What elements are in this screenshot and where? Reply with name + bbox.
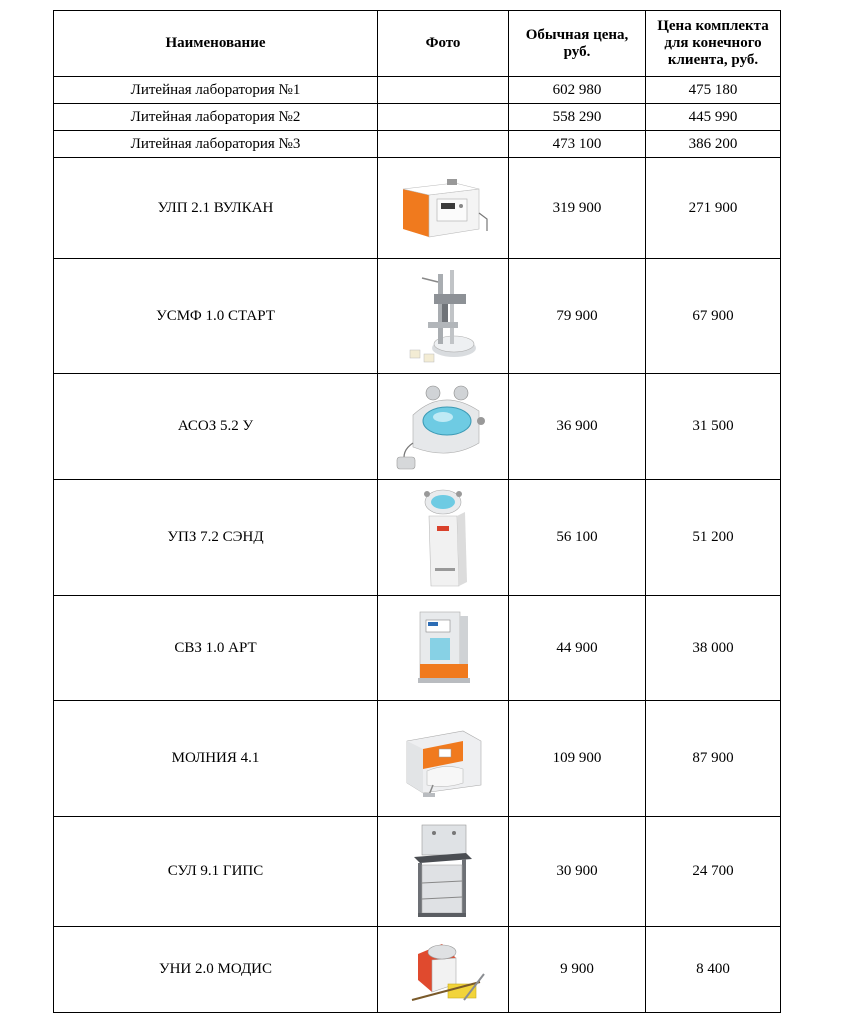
table-row: [54, 817, 781, 927]
table-row: [54, 259, 781, 374]
regular-price: 602 980: [509, 77, 646, 104]
product-name: СУЛ 9.1 ГИПС: [54, 817, 378, 927]
product-name: Литейная лаборатория №2: [54, 104, 378, 131]
regular-price: 319 900: [509, 158, 646, 259]
table-row: [54, 77, 781, 104]
table-row: [54, 131, 781, 158]
kit-price: 31 500: [646, 374, 781, 480]
product-photo: [378, 158, 509, 259]
product-name: УПЗ 7.2 СЭНД: [54, 480, 378, 596]
kit-price: 38 000: [646, 596, 781, 701]
regular-price: 36 900: [509, 374, 646, 480]
table-row: [54, 480, 781, 596]
table-row: [54, 104, 781, 131]
sandblaster-icon: [393, 381, 493, 473]
price-table: [53, 10, 781, 1013]
product-photo: [378, 927, 509, 1013]
product-name: Литейная лаборатория №3: [54, 131, 378, 158]
product-photo: [378, 596, 509, 701]
steam-cleaner-icon: [410, 608, 476, 688]
product-name: УЛП 2.1 ВУЛКАН: [54, 158, 378, 259]
sand-tower-icon: [413, 486, 473, 590]
product-photo: [378, 104, 509, 131]
kit-price: 87 900: [646, 701, 781, 817]
product-photo: [378, 374, 509, 480]
header-row: [54, 11, 781, 77]
product-name: АСОЗ 5.2 У: [54, 374, 378, 480]
header-regular-price: Обычная цена, руб.: [509, 11, 646, 77]
kit-price: 24 700: [646, 817, 781, 927]
regular-price: 44 900: [509, 596, 646, 701]
product-photo: [378, 131, 509, 158]
product-name: УНИ 2.0 МОДИС: [54, 927, 378, 1013]
drill-stand-icon: [398, 264, 488, 368]
header-name: Наименование: [54, 11, 378, 77]
wax-heater-icon: [398, 934, 488, 1006]
header-kit-price: Цена комплекта для конечного клиента, руб.: [646, 11, 781, 77]
table-row: [54, 374, 781, 480]
product-photo: [378, 817, 509, 927]
product-photo: [378, 480, 509, 596]
regular-price: 30 900: [509, 817, 646, 927]
regular-price: 558 290: [509, 104, 646, 131]
regular-price: 109 900: [509, 701, 646, 817]
kit-price: 51 200: [646, 480, 781, 596]
product-name: СВЗ 1.0 АРТ: [54, 596, 378, 701]
kit-price: 271 900: [646, 158, 781, 259]
regular-price: 473 100: [509, 131, 646, 158]
table-row: [54, 596, 781, 701]
product-photo: [378, 77, 509, 104]
kit-price: 386 200: [646, 131, 781, 158]
kit-price: 445 990: [646, 104, 781, 131]
polishing-unit-icon: [393, 719, 493, 799]
kit-price: 67 900: [646, 259, 781, 374]
regular-price: 79 900: [509, 259, 646, 374]
table-row: [54, 927, 781, 1013]
header-photo: Фото: [378, 11, 509, 77]
casting-furnace-icon: [395, 173, 491, 243]
regular-price: 9 900: [509, 927, 646, 1013]
table-row: [54, 701, 781, 817]
product-name: МОЛНИЯ 4.1: [54, 701, 378, 817]
product-name: УСМФ 1.0 СТАРТ: [54, 259, 378, 374]
kit-price: 475 180: [646, 77, 781, 104]
plaster-table-icon: [410, 823, 476, 921]
regular-price: 56 100: [509, 480, 646, 596]
table-row: [54, 158, 781, 259]
product-name: Литейная лаборатория №1: [54, 77, 378, 104]
kit-price: 8 400: [646, 927, 781, 1013]
product-photo: [378, 701, 509, 817]
product-photo: [378, 259, 509, 374]
